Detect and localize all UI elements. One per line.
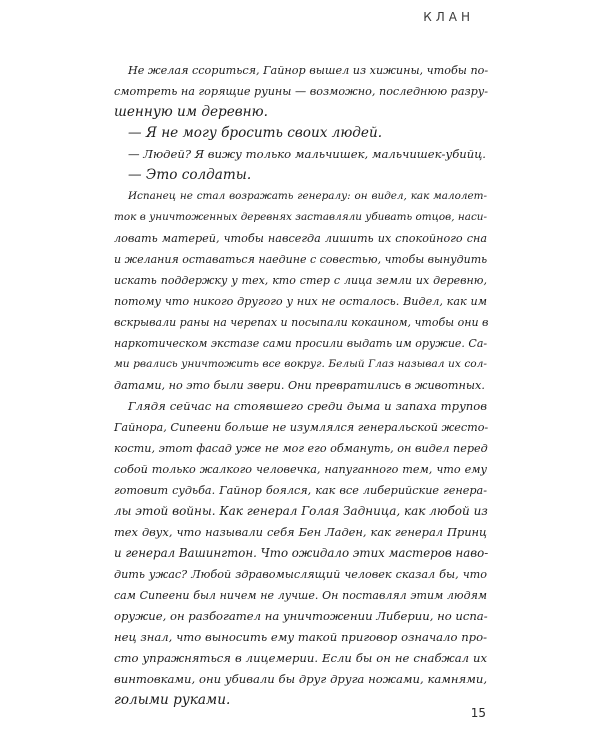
text-line: смотреть на горящие руины — возможно, последнюю разру- — [114, 85, 489, 98]
text-line: нец знал, что выносить ему такой приговор означало про- — [114, 630, 487, 644]
body-text — [114, 60, 487, 711]
text-line: сто упражняться в лицемерии. Если бы он не снабжал их — [114, 651, 487, 665]
running-head: КЛАН — [423, 10, 474, 24]
text-line: — Людей? Я вижу только мальчишек, мальчишек-убийц. — [128, 147, 486, 161]
text-line: дить ужас? Любой здравомыслящий человек сказал бы, что — [114, 568, 487, 581]
text-line: шенную им деревню. — [114, 104, 268, 120]
text-line: — Я не могу бросить своих людей. — [128, 125, 383, 141]
text-line: голыми руками. — [114, 692, 231, 708]
text-line: оружие, он разбогател на уничтожении Либерии, но испа- — [114, 609, 488, 623]
text-line: Глядя сейчас на стоявшего среди дыма и запаха трупов — [128, 399, 487, 413]
page-number: 15 — [470, 706, 486, 720]
text-line: — Это солдаты. — [128, 167, 252, 183]
text-line: сам Сипеени был ничем не лучше. Он поставлял этим людям — [114, 589, 487, 602]
text-line: и генерал Вашингтон. Что ожидало этих мастеров наво- — [114, 546, 489, 560]
text-line: ловать матерей, чтобы навсегда лишить их спокойного сна — [114, 232, 487, 245]
text-line: датами, но это были звери. Они превратились в животных. — [114, 379, 485, 392]
text-line: собой только жалкого человечка, напуганного тем, что ему — [114, 463, 487, 476]
text-line: искать поддержку у тех, кто стер с лица земли их деревню, — [114, 274, 487, 287]
text-line: тех двух, что называли себя Бен Ладен, как генерал Принц — [114, 525, 487, 539]
text-line: готовит судьба. Гайнор боялся, как все либерийские генера- — [114, 484, 487, 497]
text-line: Испанец не стал возражать генералу: он видел, как малолет- — [128, 190, 487, 202]
text-line: наркотическом экстазе сами просили выдать им оружие. Са- — [114, 337, 488, 350]
text-line: вскрывали раны на черепах и посыпали кокаином, чтобы они в — [114, 316, 489, 329]
text-line: лы этой войны. Как генерал Голая Задница, как любой из — [114, 504, 488, 518]
text-line: и желания оставаться наедине с совестью, чтобы вынудить — [114, 253, 488, 266]
text-line: Не желая ссориться, Гайнор вышел из хижины, чтобы по- — [128, 64, 489, 77]
text-line: кости, этот фасад уже не мог его обмануть, он видел перед — [114, 442, 488, 455]
text-line: ток в уничтоженных деревнях заставляли убивать отцов, наси- — [114, 211, 487, 223]
text-line: потому что никого другого у них не осталось. Видел, как им — [114, 295, 487, 308]
text-line: ми рвались уничтожить все вокруг. Белый Глаз называл их сол- — [114, 358, 487, 370]
text-line: Гайнора, Сипеени больше не изумлялся генеральской жесто- — [114, 421, 489, 434]
text-line: винтовками, они убивали бы друг друга ножами, камнями, — [114, 672, 487, 686]
